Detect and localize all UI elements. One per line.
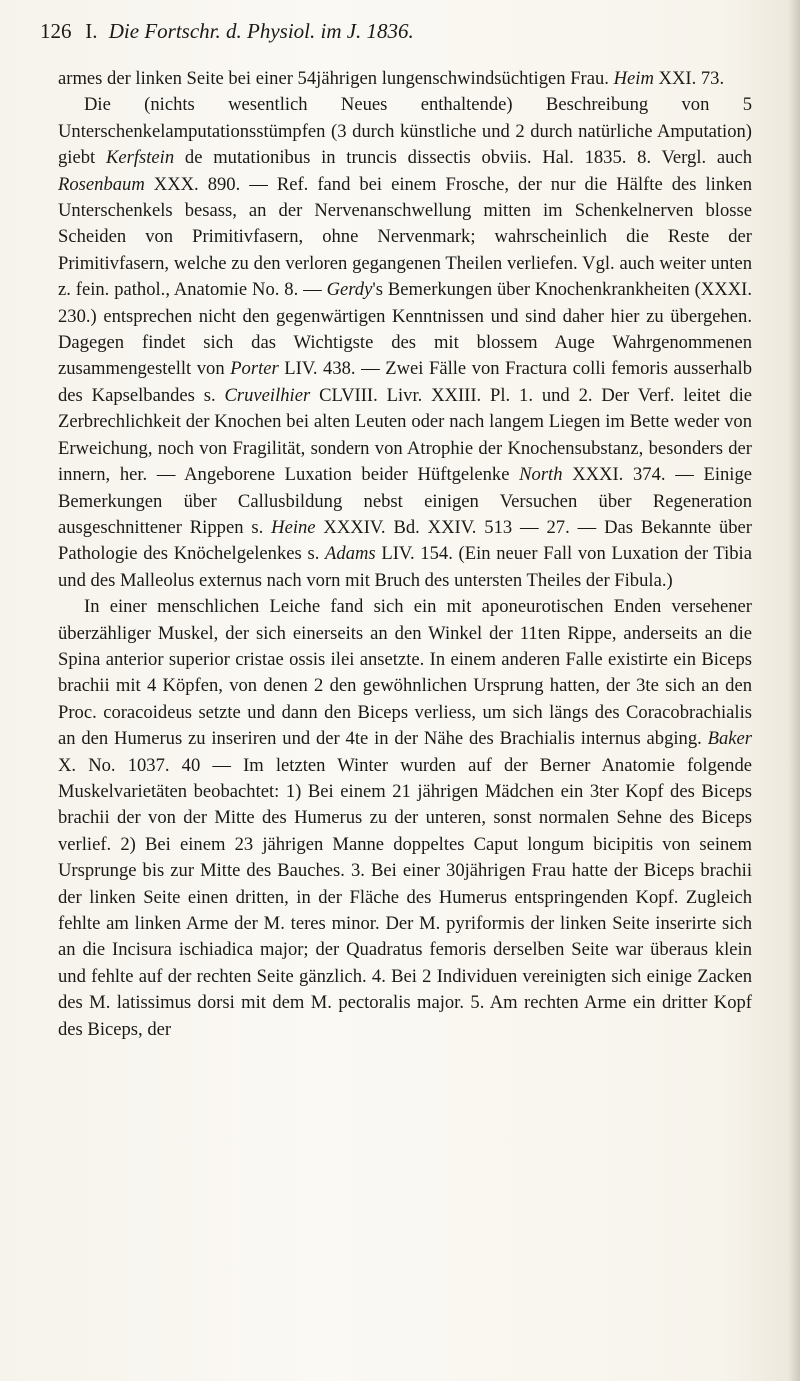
paragraph bbox=[58, 66, 752, 92]
paragraph bbox=[58, 594, 752, 1043]
author-name: Heine bbox=[271, 516, 316, 538]
text-run: Die (nichts wesentlich Neues enthaltende) Beschreibung von 5 Unterschenkelamputationsstümpfen (3 durch künstliche und 2 durch natürliche Amputation) giebt bbox=[58, 94, 752, 169]
author-name: Baker bbox=[707, 728, 752, 750]
text-run: LIV. 438. — Zwei Fälle von Fractura colli femoris ausserhalb des Kapselbandes s. bbox=[58, 358, 753, 406]
text-run: armes der linken Seite bei einer 54jährigen lungenschwindsüchtigen Frau. bbox=[58, 68, 614, 89]
text-run: LIV. 154. (Ein neuer Fall von Luxation der Tibia und des Malleolus externus nach vorn mit Bruch des untersten Theiles der Fibula.) bbox=[58, 543, 752, 591]
text-run: X. No. 1037. 40 — Im letzten Winter wurden auf der Berner Anatomie folgende Muskelvarietäten beobachtet: 1) Bei einem 21 jährigen Mädchen ein 3ter Kopf des Biceps brachii der von der Mitte des Humerus zu der unteren, sonst normalen Sehne des Biceps verlief. 2) Bei einem 23 jährigen Manne doppeltes Caput longum bicipitis von seinem Ursprunge bis zur Mitte des Bauches. 3. Bei einer 30jährigen Frau hatte der Biceps brachii der linken Seite einen dritten, in der Fläche des Humerus entspringenden Kopf. Zugleich fehlte am linken Arme der M. teres minor. Der M. pyriformis der linken Seite inserirte sich an die Incisura ischiadica major; der Quadratus femoris derselben Seite war überaus klein und fehlte auf der rechten Seite gänzlich. 4. Bei 2 Individuen vereinigten sich einige Zacken des M. latissimus dorsi mit dem M. pectoralis major. 5. Am rechten Arme ein dritter Kopf des Biceps, der bbox=[58, 754, 752, 1040]
author-name: Kerfstein bbox=[105, 147, 175, 169]
author-name: Adams bbox=[325, 543, 376, 565]
text-run: CLVIII. Livr. XXIII. Pl. 1. und 2. Der Verf. leitet die Zerbrechlichkeit der Knochen bei alten Leuten oder nach langem Liegen im Bette weder von Erweichung, noch von Fragilität, sondern von Atrophie der Knochensubstanz, besonders der innern, her. — Angeborene Luxation beider Hüftgelenke bbox=[58, 384, 752, 486]
page-edge-shadow bbox=[788, 0, 800, 1381]
author-name: Porter bbox=[230, 358, 279, 380]
author-name: Cruveilhier bbox=[224, 384, 311, 406]
text-run: XXXI. 374. — Einige Bemerkungen über Callusbildung nebst einigen Versuchen über Regeneration ausgeschnittener Rippen s. bbox=[58, 464, 753, 538]
text-run: XXI. 73. bbox=[653, 68, 725, 89]
text-run: 's Bemerkungen über Knochenkrankheiten (XXXI. 230.) entsprechen nicht den gegenwärtigen Kenntnissen und sind daher hier zu übergehen. Dagegen findet sich das Wichtigste des mit blossem Auge Wahrgenommenen zusammengestellt von bbox=[58, 279, 752, 380]
paragraph bbox=[58, 92, 752, 594]
author-name: Heim bbox=[613, 68, 654, 89]
section-number: I. bbox=[85, 19, 98, 43]
author-name: Gerdy bbox=[326, 279, 373, 301]
author-name: North bbox=[519, 464, 563, 486]
text-run: de mutationibus in truncis dissectis obviis. Hal. 1835. 8. Vergl. auch bbox=[174, 147, 753, 169]
text-run: In einer menschlichen Leiche fand sich ein mit aponeurotischen Enden versehener überzähliger Muskel, der sich einerseits an den Winkel der 11ten Rippe, anderseits an die Spina anterior superior cristae ossis ilei ansetzte. In einem anderen Falle existirte ein Biceps brachii mit 4 Köpfen, von denen 2 den gewöhnlichen Ursprung hatten, der 3te sich an den Proc. coracoideus setzte und dann den Biceps verliess, um sich längs des Coracobrachialis an den Humerus zu inseriren und der 4te in der Nähe des Brachialis internus abging. bbox=[58, 596, 752, 750]
page-number: 126 bbox=[40, 19, 72, 43]
body-text bbox=[58, 66, 752, 1043]
author-name: Rosenbaum bbox=[58, 173, 145, 195]
running-header bbox=[40, 14, 750, 48]
text-run: XXX. 890. — Ref. fand bei einem Frosche, der nur die Hälfte des linken Unterschenkels besass, an der Nervenanschwellung mitten im Schenkelnerven blosse Scheiden von Primitivfasern, ohne Nervenmark; wahrscheinlich die Reste der Primitivfasern, welche zu den verloren gegangenen Theilen verliefen. Vgl. auch weiter unten z. fein. pathol., Anatomie No. 8. — bbox=[58, 173, 752, 301]
text-run: XXXIV. Bd. XXIV. 513 — 27. — Das Bekannte über Pathologie des Knöchelgelenkes s. bbox=[58, 516, 752, 565]
journal-title: Die Fortschr. d. Physiol. im J. 1836. bbox=[108, 19, 414, 43]
